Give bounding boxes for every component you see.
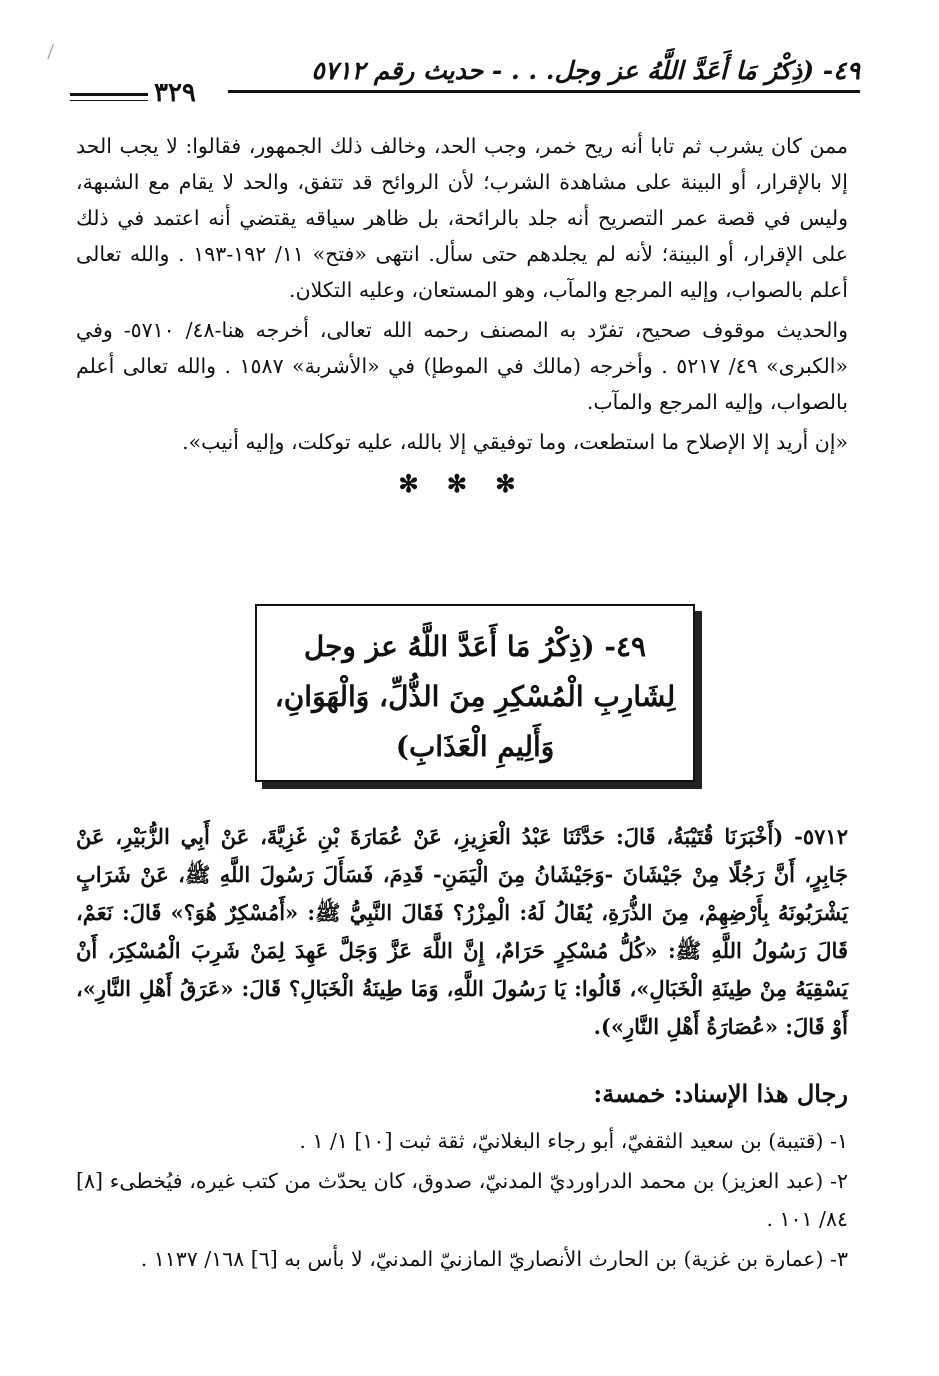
paragraph: والحديث موقوف صحيح، تفرّد به المصنف رحمه الله تعالى، أخرجه هنا-٤٨/ ٥٧١٠- وفي «الكبرى» ٤٩/ ٥٢١٧ . وأخرجه (مالك في الموطإ) في «الأشربة» ١٥٨٧ . والله تعالى أعلم بالصواب، وإليه المرجع والمآب. <box>76 318 848 414</box>
running-header <box>70 50 860 110</box>
header-rule <box>228 90 860 93</box>
page-number: ٣٢٩ <box>154 78 196 108</box>
narrators-heading: رجال هذا الإسناد: خمسة: <box>593 1079 848 1108</box>
header-rule-left <box>70 93 148 96</box>
chapter-title-line: لِشَارِبِ الْمُسْكِرِ مِنَ الذُّلِّ، وَالْهَوَانِ، <box>274 680 676 713</box>
paragraph: ممن كان يشرب ثم تابا أنه ريح خمر، وجب الحد، وخالف ذلك الجمهور، فقالوا: لا يجب الحد إلا بالإقرار، أو البينة على مشاهدة الشرب؛ لأن الروائح قد تتفق، والحد لا يقام مع الشبهة، وليس في قصة عمر التصريح أنه جلد بالرائحة، بل ظاهر سياقه يقتضي أنه اعتمد في ذلك على الإقرار، أو البينة؛ لأنه لم يجلدهم حتى سأل. انتهى «فتح» ١١/ ١٩٢-١٩٣ . والله تعالى أعلم بالصواب، وإليه المرجع والمآب، وهو المستعان، وعليه التكلان. <box>76 134 848 302</box>
narrator-item: ٢- (عبد العزيز) بن محمد الدراورديّ المدنيّ، صدوق، كان يحدّث من كتب غيره، فيُخطىء [٨] ٨٤/ ١٠١ . <box>76 1169 848 1231</box>
narrator-item: ٣- (عمارة بن غزية) بن الحارث الأنصاريّ المازنيّ المدنيّ، لا بأس به [٦] ١٦٨/ ١١٣٧ . <box>140 1247 848 1271</box>
chapter-heading-box <box>255 604 695 782</box>
narrators-list <box>76 1122 848 1278</box>
narrator-item: ١- (قتيبة) بن سعيد الثقفيّ، أبو رجاء البغلانيّ، ثقة ثبت [١٠] ١/ ١ . <box>299 1129 848 1153</box>
chapter-title-line: وَأَلِيمِ الْعَذَابِ) <box>395 730 555 763</box>
section-separator: ✻ ✻ ✻ <box>398 469 526 498</box>
hadith-text: ٥٧١٢- (أَخْبَرَنَا قُتَيْبَةُ، قَالَ: حَدَّثَنَا عَبْدُ الْعَزِيزِ، عَنْ عُمَارَةَ بْنِ غَزِيَّةَ، عَنْ أَبِي الزُّبَيْرِ، عَنْ جَابِرٍ، أَنَّ رَجُلًا مِنْ جَيْشَانَ -وَجَيْشَانُ مِنَ الْيَمَنِ- قَدِمَ، فَسَأَلَ رَسُولَ اللَّهِ ﷺ، عَنْ شَرَابٍ يَشْرَبُونَهُ بِأَرْضِهِمْ، مِنَ الذُّرَةِ، يُقَالُ لَهُ: الْمِزْرُ؟ فَقَالَ النَّبِيُّ ﷺ: «أَمُسْكِرٌ هُوَ؟» قَالَ: نَعَمْ، قَالَ رَسُولُ اللَّهِ ﷺ: «كُلُّ مُسْكِرٍ حَرَامٌ، إِنَّ اللَّهَ عَزَّ وَجَلَّ عَهِدَ لِمَنْ شَرِبَ الْمُسْكِرَ، أَنْ يَسْقِيَهُ مِنْ طِينَةِ الْخَبَالِ»، قَالُوا: يَا رَسُولَ اللَّهِ، وَمَا طِينَةُ الْخَبَالِ؟ قَالَ: «عَرَقُ أَهْلِ النَّارِ»، أَوْ قَالَ: «عُصَارَةُ أَهْلِ النَّارِ»). <box>76 824 848 1039</box>
header-rule-left-thin <box>70 100 148 101</box>
commentary-text <box>76 128 848 502</box>
scan-mark <box>47 44 55 60</box>
header-title: ٤٩- (ذِكْرُ مَا أَعَدَّ اللَّهُ عز وجل. . . - حديث رقم ٥٧١٢ <box>311 56 860 85</box>
chapter-title-line: ٤٩- (ذِكْرُ مَا أَعَدَّ اللَّهُ عز وجل <box>303 630 647 663</box>
paragraph: «إن أريد إلا الإصلاح ما استطعت، وما توفيقي إلا بالله، عليه توكلت، وإليه أنيب». <box>182 430 848 454</box>
